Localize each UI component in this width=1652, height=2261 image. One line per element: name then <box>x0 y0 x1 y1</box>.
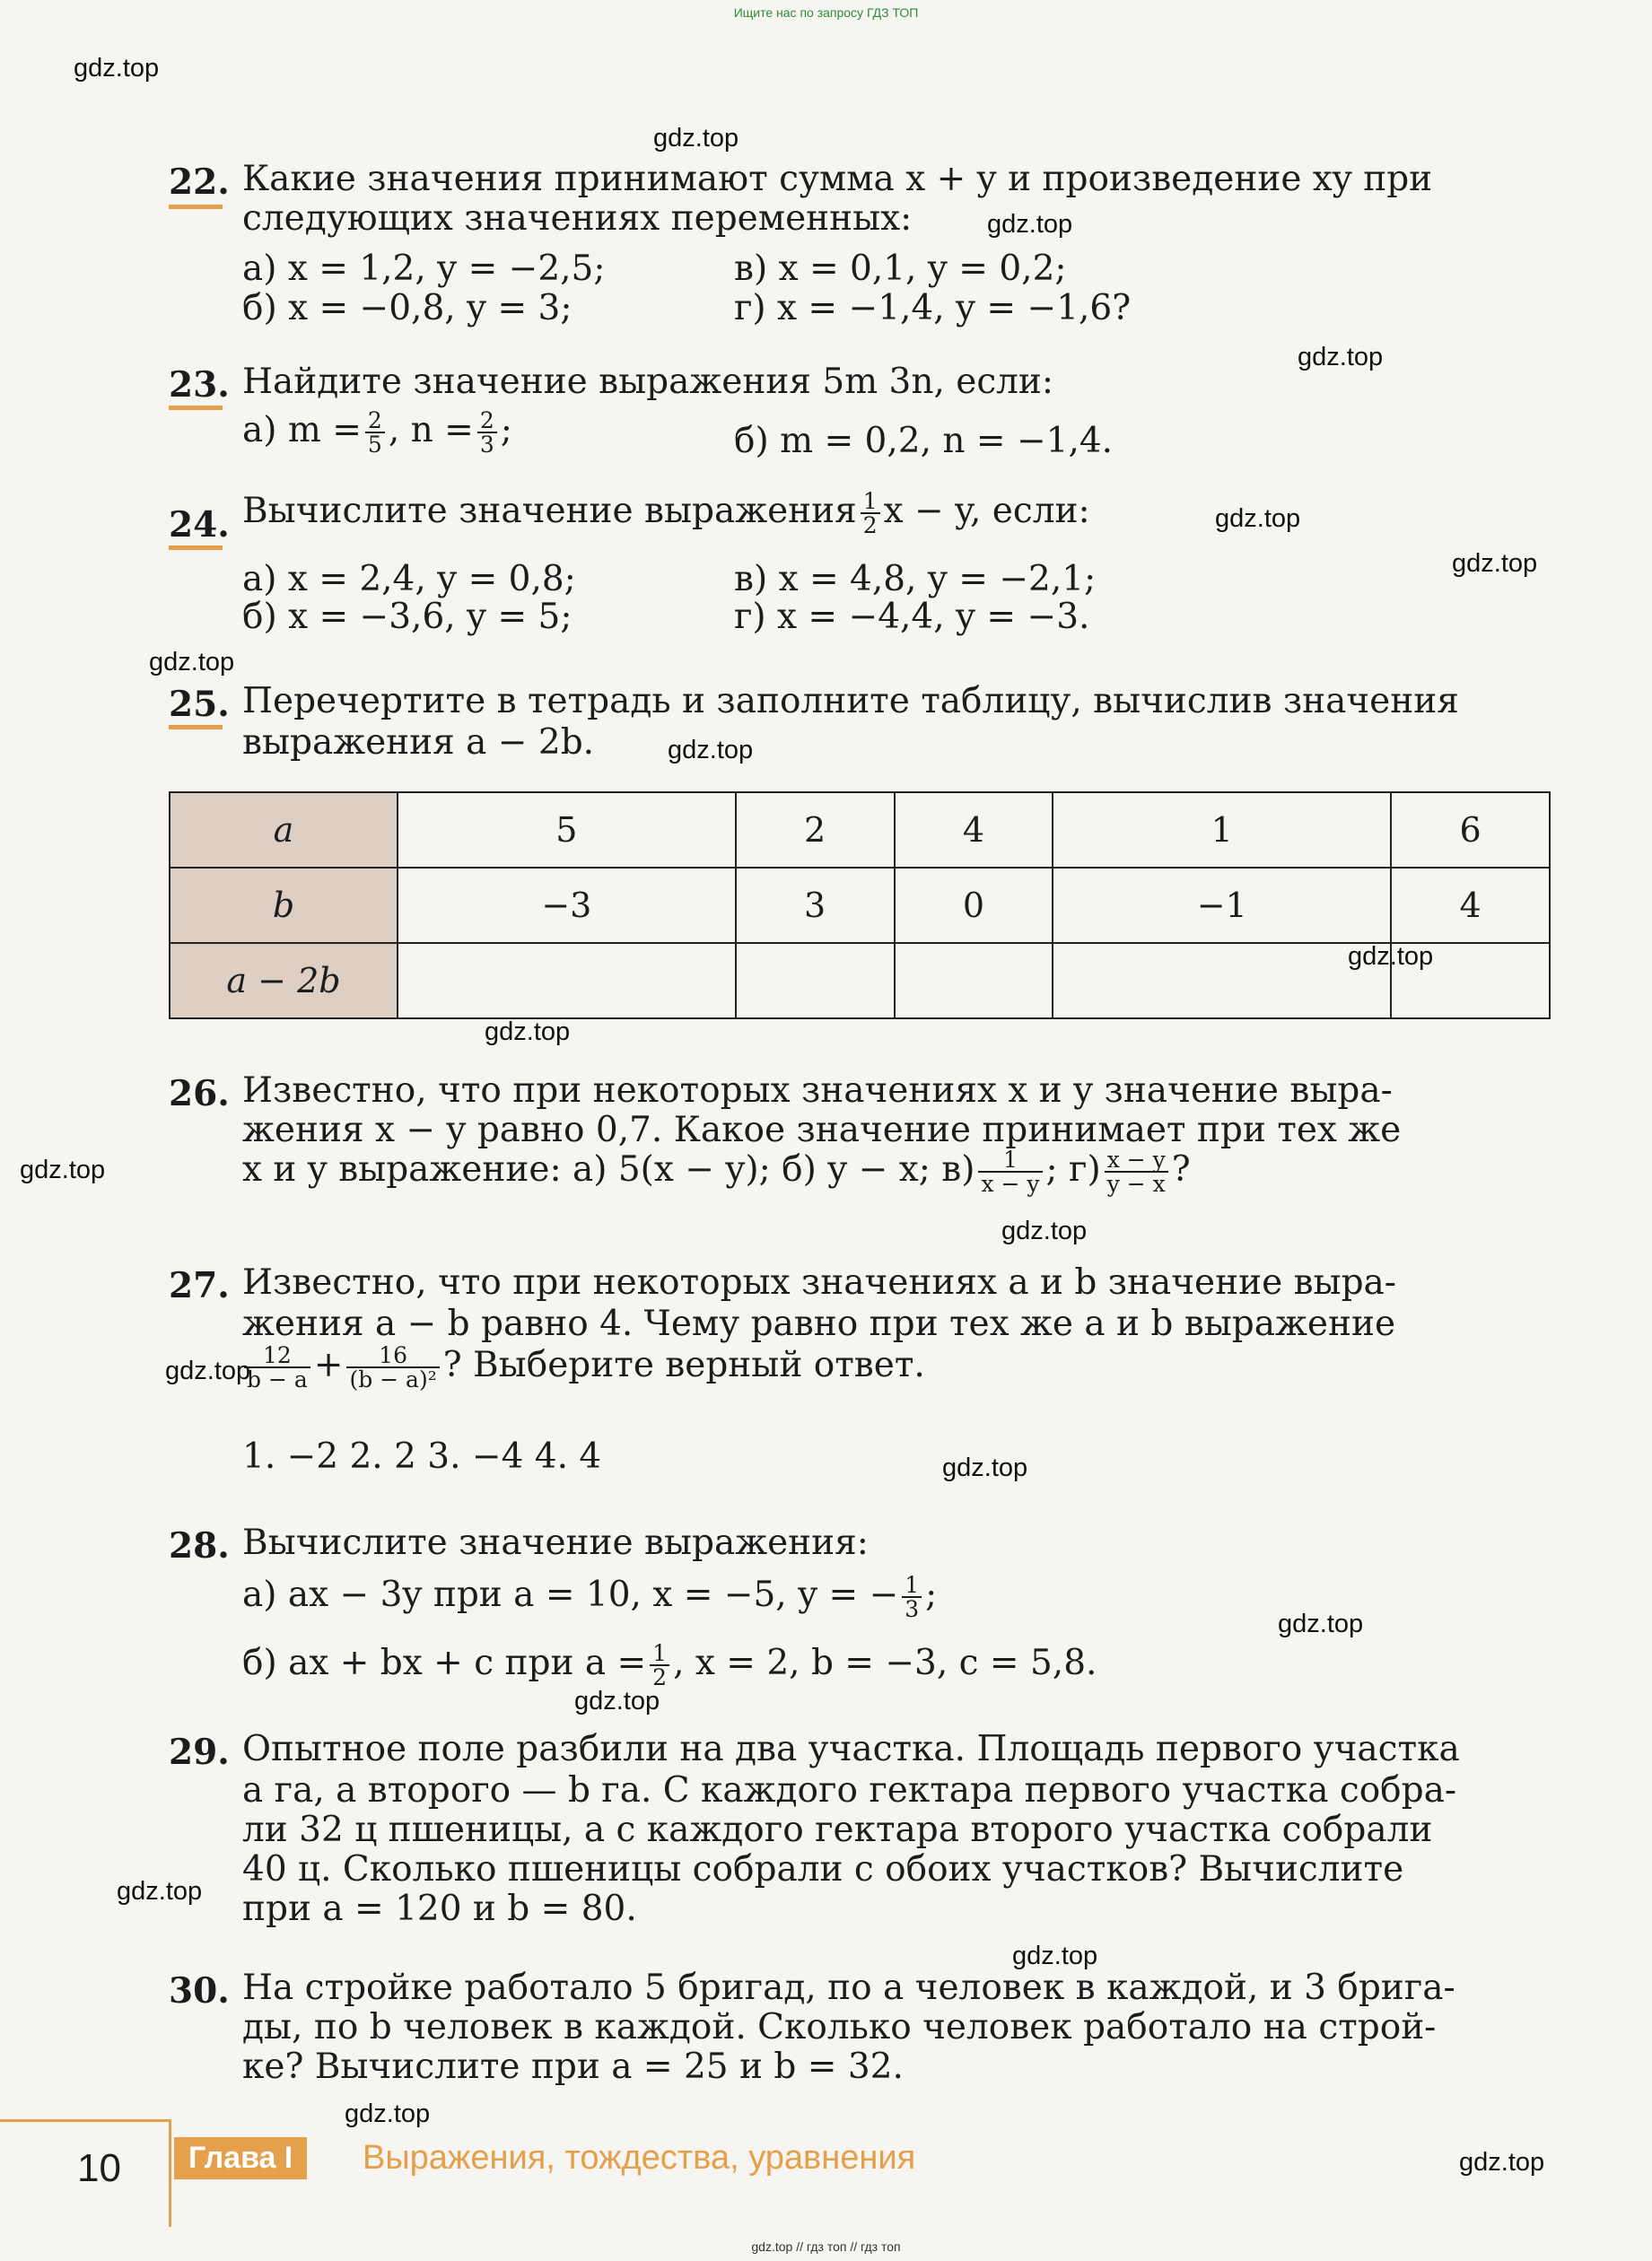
top-banner: Ищите нас по запросу ГДЗ ТОП <box>733 5 919 20</box>
problem-number: 26. <box>169 1073 230 1114</box>
table-cell: 5 <box>398 792 736 868</box>
table-cell: −1 <box>1053 868 1391 943</box>
bottom-banner: gdz.top // гдз топ // гдз топ <box>751 2239 901 2254</box>
chapter-title: Выражения, тождества, уравнения <box>363 2139 916 2177</box>
table-row <box>170 943 1550 1018</box>
table-cell: 0 <box>895 868 1053 943</box>
subitem: а) x = 2,4, y = 0,8; <box>242 559 576 599</box>
values-table <box>169 791 1551 1019</box>
table-cell <box>1053 943 1391 1018</box>
watermark: gdz.top <box>1001 1217 1088 1245</box>
problem-text: Вычислите значение выражения: <box>242 1523 869 1563</box>
problem-text: Опытное поле разбили на два участка. Площадь первого участка <box>242 1729 1460 1769</box>
problem-text: при a = 120 и b = 80. <box>242 1889 637 1929</box>
problem-text: Перечертите в тетрадь и заполните таблицу, вычислив значения <box>242 681 1459 721</box>
watermark: gdz.top <box>1012 1942 1098 1970</box>
problem-number: 25. <box>169 684 230 725</box>
problem-text: ды, по b человек в каждой. Сколько человек работало на строй- <box>242 2007 1437 2047</box>
watermark: gdz.top <box>668 736 754 764</box>
row-label: a <box>170 792 398 868</box>
watermark: gdz.top <box>1452 549 1538 578</box>
table-cell: 3 <box>736 868 895 943</box>
problem-number: 27. <box>169 1265 230 1306</box>
table-row <box>170 868 1550 943</box>
footer-rule <box>0 2119 170 2122</box>
table-row <box>170 792 1550 868</box>
accent-underline <box>169 725 223 729</box>
accent-underline <box>169 205 223 209</box>
problem-text: Какие значения принимают сумма x + y и произведение xy при <box>242 159 1433 199</box>
watermark: gdz.top <box>20 1156 106 1184</box>
problem-number: 22. <box>169 162 230 203</box>
subitem: г) x = −4,4, y = −3. <box>734 597 1090 637</box>
page-number: 10 <box>77 2146 121 2190</box>
watermark: gdz.top <box>1278 1610 1364 1638</box>
problem-text: ли 32 ц пшеницы, а с каждого гектара второго участка собрали <box>242 1810 1433 1850</box>
table-cell: 4 <box>1391 868 1550 943</box>
subitem: г) x = −1,4, y = −1,6? <box>734 288 1132 328</box>
row-label: a − 2b <box>170 943 398 1018</box>
accent-underline <box>169 546 223 550</box>
chapter-tag: Глава I <box>174 2137 307 2179</box>
problem-text: a га, а второго — b га. С каждого гектара первого участка собра- <box>242 1770 1457 1811</box>
subitem: в) x = 0,1, y = 0,2; <box>734 249 1067 289</box>
table-cell: 1 <box>1053 792 1391 868</box>
problem-text: выражения a − 2b. <box>242 722 595 763</box>
watermark: gdz.top <box>485 1017 571 1046</box>
subitem: б) m = 0,2, n = −1,4. <box>734 421 1114 461</box>
subitem: а) m = $\frac{2}{5}$ , n = $\frac{2}{3}$ ; <box>242 407 512 458</box>
subitem: б) x = −0,8, y = 3; <box>242 288 573 328</box>
problem-text: Известно, что при некоторых значениях a и b значение выра- <box>242 1262 1396 1303</box>
watermark: gdz.top <box>574 1687 660 1715</box>
watermark: gdz.top <box>345 2100 431 2128</box>
problem-text: Найдите значение выражения 5m 3n, если: <box>242 362 1054 402</box>
watermark: gdz.top <box>1348 942 1434 971</box>
answer-choices: 1. −2 2. 2 3. −4 4. 4 <box>242 1436 602 1477</box>
watermark: gdz.top <box>165 1357 251 1385</box>
problem-text: $\frac{12}{b - a}$ + $\frac{16}{\text{(b − a)²}}$ ? Выберите верный ответ. <box>240 1344 925 1391</box>
watermark: gdz.top <box>1215 504 1301 533</box>
problem-text: Вычислите значение выражения $\frac{1}{2}$ x − y, если: <box>242 488 1090 538</box>
table-cell: 2 <box>736 792 895 868</box>
problem-number: 29. <box>169 1732 230 1773</box>
problem-text: жения x − y равно 0,7. Какое значение принимает при тех же <box>242 1110 1402 1150</box>
table-cell <box>895 943 1053 1018</box>
table-cell: 6 <box>1391 792 1550 868</box>
table-cell <box>398 943 736 1018</box>
problem-text: 40 ц. Сколько пшеницы собрали с обоих участков? Вычислите <box>242 1849 1404 1890</box>
problem-text: следующих значениях переменных: <box>242 198 913 239</box>
problem-number: 24. <box>169 504 230 546</box>
problem-number: 28. <box>169 1525 230 1567</box>
row-label: b <box>170 868 398 943</box>
footer-rule <box>169 2119 171 2227</box>
problem-text: Известно, что при некоторых значениях x и y значение выра- <box>242 1070 1393 1111</box>
watermark: gdz.top <box>942 1454 1028 1482</box>
problem-text: x и y выражение: а) 5(x − y); б) y − x; в) $\frac{1}{x - y}$ ; г) $\frac{x - y}{y - x}$ ? <box>242 1147 1191 1197</box>
watermark: gdz.top <box>149 648 235 677</box>
accent-underline <box>169 406 223 410</box>
watermark: gdz.top <box>117 1877 203 1906</box>
watermark: gdz.top <box>1459 2148 1545 2177</box>
table-cell <box>1391 943 1550 1018</box>
problem-text: На стройке работало 5 бригад, по a человек в каждой, и 3 бригa- <box>242 1968 1455 2008</box>
problem-text: ке? Вычислите при a = 25 и b = 32. <box>242 2047 904 2087</box>
subitem: б) ax + bx + c при a = $\frac{1}{2}$ , x = 2, b = −3, c = 5,8. <box>242 1640 1097 1690</box>
watermark: gdz.top <box>653 124 739 153</box>
table-cell: −3 <box>398 868 736 943</box>
watermark: gdz.top <box>74 54 160 83</box>
subitem: а) ax − 3y при a = 10, x = −5, y = − $\frac{1}{3}$ ; <box>242 1572 938 1622</box>
subitem: а) x = 1,2, y = −2,5; <box>242 249 606 289</box>
watermark: gdz.top <box>987 210 1073 239</box>
subitem: б) x = −3,6, y = 5; <box>242 597 573 637</box>
table-cell <box>736 943 895 1018</box>
watermark: gdz.top <box>1298 343 1384 371</box>
problem-number: 23. <box>169 364 230 406</box>
subitem: в) x = 4,8, y = −2,1; <box>734 559 1097 599</box>
problem-text: жения a − b равно 4. Чему равно при тех же a и b выражение <box>242 1304 1396 1344</box>
table-cell: 4 <box>895 792 1053 868</box>
problem-number: 30. <box>169 1970 230 2012</box>
